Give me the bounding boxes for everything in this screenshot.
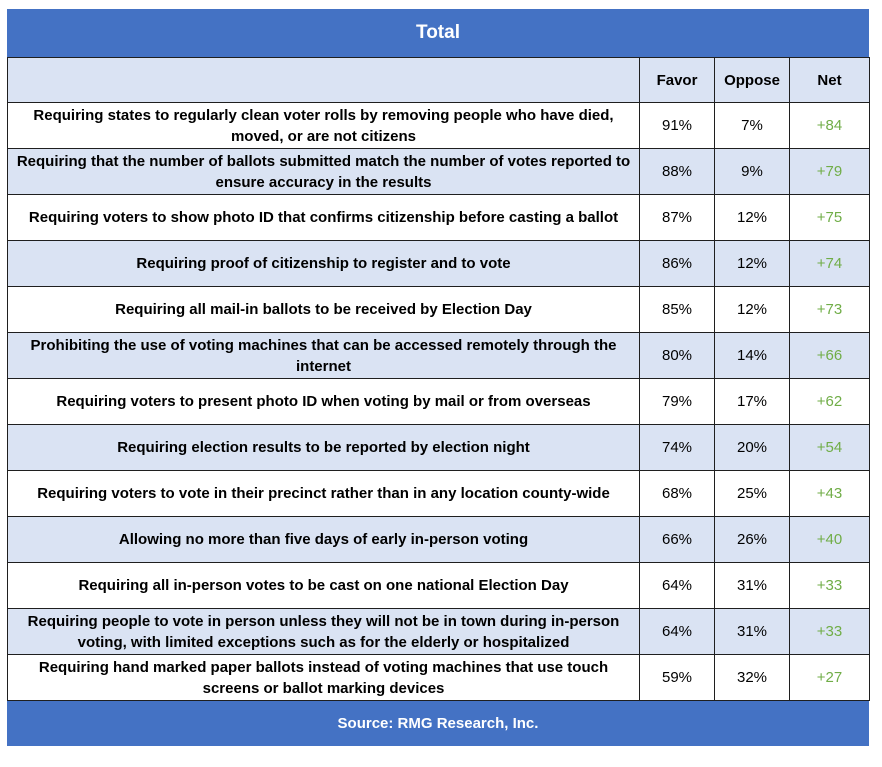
oppose-value: 7%: [715, 103, 790, 149]
favor-value: 79%: [640, 379, 715, 425]
oppose-value: 12%: [715, 241, 790, 287]
favor-value: 59%: [640, 655, 715, 701]
row-label: Requiring all in-person votes to be cast on one national Election Day: [8, 563, 640, 609]
oppose-value: 12%: [715, 287, 790, 333]
oppose-value: 17%: [715, 379, 790, 425]
row-label: Requiring that the number of ballots submitted match the number of votes reported to ensure accuracy in the results: [8, 149, 640, 195]
table-body: [8, 103, 870, 701]
net-value: +43: [790, 471, 870, 517]
net-value: +73: [790, 287, 870, 333]
table-row: [8, 103, 870, 149]
oppose-value: 26%: [715, 517, 790, 563]
table-row: [8, 287, 870, 333]
row-label: Requiring proof of citizenship to register and to vote: [8, 241, 640, 287]
net-value: +66: [790, 333, 870, 379]
net-value: +79: [790, 149, 870, 195]
favor-value: 86%: [640, 241, 715, 287]
favor-value: 88%: [640, 149, 715, 195]
header-row: [8, 58, 870, 103]
net-value: +74: [790, 241, 870, 287]
header-label: [8, 58, 640, 103]
poll-results-table: [7, 57, 870, 701]
row-label: Requiring hand marked paper ballots instead of voting machines that use touch screens or ballot marking devices: [8, 655, 640, 701]
oppose-value: 20%: [715, 425, 790, 471]
row-label: Requiring states to regularly clean voter rolls by removing people who have died, moved, or are not citizens: [8, 103, 640, 149]
table-row: [8, 379, 870, 425]
row-label: Requiring people to vote in person unless they will not be in town during in-person voting, with limited exceptions such as for the elderly or hospitalized: [8, 609, 640, 655]
table-row: [8, 655, 870, 701]
favor-value: 85%: [640, 287, 715, 333]
net-value: +33: [790, 609, 870, 655]
header-oppose: Oppose: [715, 58, 790, 103]
table-row: [8, 609, 870, 655]
row-label: Requiring election results to be reported by election night: [8, 425, 640, 471]
poll-results-table-wrapper: [7, 9, 869, 746]
row-label: Requiring voters to present photo ID when voting by mail or from overseas: [8, 379, 640, 425]
table-row: [8, 333, 870, 379]
row-label: Requiring voters to show photo ID that confirms citizenship before casting a ballot: [8, 195, 640, 241]
net-value: +84: [790, 103, 870, 149]
header-net: Net: [790, 58, 870, 103]
row-label: Allowing no more than five days of early in-person voting: [8, 517, 640, 563]
oppose-value: 12%: [715, 195, 790, 241]
oppose-value: 31%: [715, 609, 790, 655]
favor-value: 64%: [640, 563, 715, 609]
row-label: Requiring voters to vote in their precinct rather than in any location county-wide: [8, 471, 640, 517]
table-row: [8, 241, 870, 287]
favor-value: 68%: [640, 471, 715, 517]
row-label: Prohibiting the use of voting machines that can be accessed remotely through the internet: [8, 333, 640, 379]
table-row: [8, 149, 870, 195]
oppose-value: 25%: [715, 471, 790, 517]
oppose-value: 31%: [715, 563, 790, 609]
net-value: +75: [790, 195, 870, 241]
net-value: +54: [790, 425, 870, 471]
table-row: [8, 425, 870, 471]
favor-value: 91%: [640, 103, 715, 149]
favor-value: 74%: [640, 425, 715, 471]
favor-value: 64%: [640, 609, 715, 655]
source-footer: Source: RMG Research, Inc.: [7, 701, 869, 746]
net-value: +62: [790, 379, 870, 425]
table-row: [8, 517, 870, 563]
net-value: +27: [790, 655, 870, 701]
oppose-value: 14%: [715, 333, 790, 379]
favor-value: 66%: [640, 517, 715, 563]
net-value: +33: [790, 563, 870, 609]
favor-value: 87%: [640, 195, 715, 241]
oppose-value: 9%: [715, 149, 790, 195]
net-value: +40: [790, 517, 870, 563]
table-row: [8, 195, 870, 241]
header-favor: Favor: [640, 58, 715, 103]
oppose-value: 32%: [715, 655, 790, 701]
row-label: Requiring all mail-in ballots to be received by Election Day: [8, 287, 640, 333]
table-row: [8, 563, 870, 609]
table-row: [8, 471, 870, 517]
table-title: Total: [7, 9, 869, 57]
favor-value: 80%: [640, 333, 715, 379]
